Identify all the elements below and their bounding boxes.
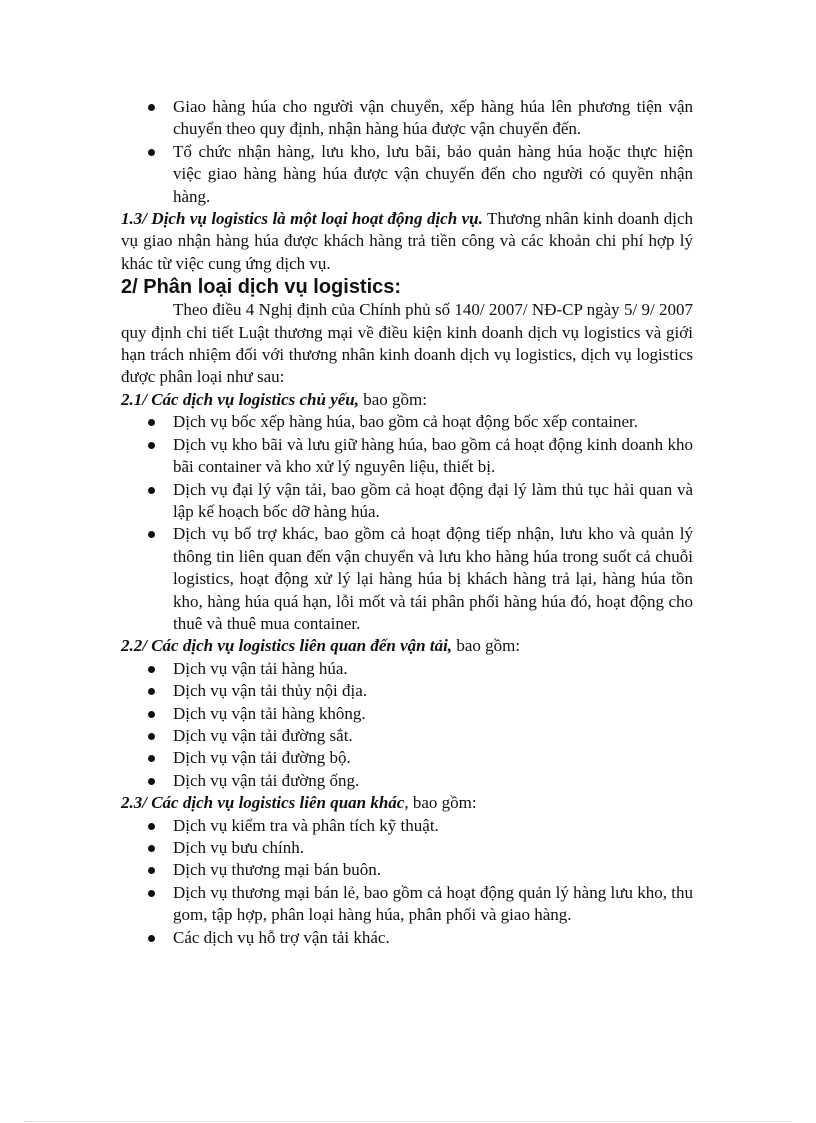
list-item: Giao hàng húa cho người vận chuyển, xếp hàng húa lên phương tiện vận chuyển theo quy định, nhận hàng húa được vận chuyển đến. <box>121 96 693 141</box>
section-2-2-list <box>121 658 693 792</box>
section-1-3-text: Thương nhân kinh doanh dịch vụ giao nhận hàng húa được khách hàng trả tiền công và các khoản chi phí hợp lý khác từ việc cung ứng dịch vụ. <box>121 209 693 273</box>
list-item: Dịch vụ vận tải đường ống. <box>121 770 693 792</box>
list-item: Dịch vụ vận tải đường bộ. <box>121 747 693 769</box>
section-2-3-suffix: , bao gồm: <box>404 793 477 813</box>
list-item: Các dịch vụ hỗ trợ vận tải khác. <box>121 927 693 949</box>
section-2-intro: Theo điều 4 Nghị định của Chính phủ số 140/ 2007/ NĐ-CP ngày 5/ 9/ 2007 quy định chi tiết Luật thương mại về điều kiện kinh doanh dịch vụ logistics và giới hạn trách nhiệm đối với thương nhân kinh doanh dịch vụ logistics, dịch vụ logistics được phân loại như sau: <box>121 300 693 387</box>
document-page <box>121 96 693 949</box>
list-item: Dịch vụ vận tải hàng không. <box>121 703 693 725</box>
section-2-3-heading: 2.3/ Các dịch vụ logistics liên quan khác <box>121 793 405 813</box>
section-2-2-heading: 2.2/ Các dịch vụ logistics liên quan đến vận tải, <box>121 636 453 656</box>
list-item: Dịch vụ thương mại bán lẻ, bao gồm cả hoạt động quản lý hàng lưu kho, thu gom, tập hợp, phân loại hàng húa, phân phối và giao hàng. <box>121 882 693 927</box>
page-bottom-divider <box>24 1121 792 1122</box>
list-item: Dịch vụ vận tải hàng húa. <box>121 658 693 680</box>
section-2-heading: 2/ Phân loại dịch vụ logistics: <box>121 276 402 299</box>
section-2-2-suffix: bao gồm: <box>452 636 521 656</box>
section-2-1-paragraph <box>121 389 693 411</box>
section-2-1-list <box>121 411 693 635</box>
list-item: Dịch vụ kiểm tra và phân tích kỹ thuật. <box>121 815 693 837</box>
list-item: Dịch vụ vận tải đường sắt. <box>121 725 693 747</box>
list-item: Dịch vụ bổ trợ khác, bao gồm cả hoạt động tiếp nhận, lưu kho và quản lý thông tin liên quan đến vận chuyển và lưu kho hàng húa trong suốt cả chuỗi logistics, hoạt động xử lý lại hàng húa bị khách hàng trả lại, hàng húa tồn kho, hàng húa quá hạn, lỗi mốt và tái phân phối hàng húa đó, hoạt động cho thuê và thuê mua container. <box>121 523 693 635</box>
section-2-2-paragraph <box>121 635 693 657</box>
section-2-3-list <box>121 815 693 949</box>
section-2-3-paragraph <box>121 792 693 814</box>
list-item: Tổ chức nhận hàng, lưu kho, lưu bãi, bảo quản hàng húa hoặc thực hiện việc giao hàng hàng húa được vận chuyển đến cho người có quyền nhận hàng. <box>121 141 693 208</box>
list-item: Dịch vụ bưu chính. <box>121 837 693 859</box>
intro-bullet-list <box>121 96 693 208</box>
list-item: Dịch vụ bốc xếp hàng húa, bao gồm cả hoạt động bốc xếp container. <box>121 411 693 433</box>
list-item: Dịch vụ thương mại bán buôn. <box>121 859 693 881</box>
section-2-1-heading: 2.1/ Các dịch vụ logistics chủ yếu, <box>121 389 359 409</box>
list-item: Dịch vụ kho bãi và lưu giữ hàng húa, bao gồm cả hoạt động kinh doanh kho bãi container và kho xử lý nguyên liệu, thiết bị. <box>121 434 693 479</box>
list-item: Dịch vụ vận tải thủy nội địa. <box>121 680 693 702</box>
list-item: Dịch vụ đại lý vận tải, bao gồm cả hoạt động đại lý làm thủ tục hải quan và lập kế hoạch bốc dỡ hàng húa. <box>121 479 693 524</box>
section-2-1-suffix: bao gồm: <box>359 389 427 409</box>
section-1-3-paragraph <box>121 208 693 275</box>
section-1-3-heading: 1.3/ Dịch vụ logistics là một loại hoạt động dịch vụ. <box>121 209 483 229</box>
